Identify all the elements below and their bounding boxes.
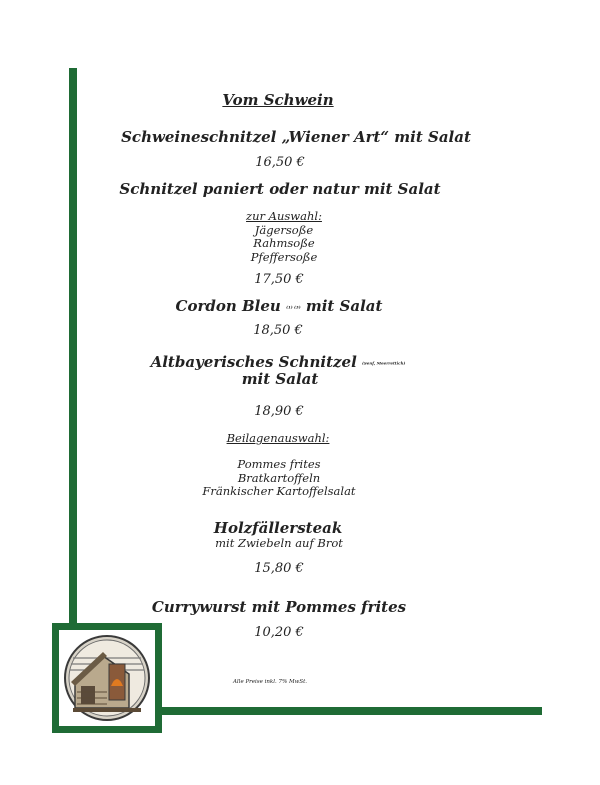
section-title: Vom Schwein (222, 91, 334, 109)
item-3-name-line (176, 297, 383, 315)
green-horizontal-bar (160, 707, 542, 715)
item-5-price: 15,80 € (254, 561, 304, 576)
item-4-price: 18,90 € (254, 404, 304, 419)
choice-item: Rahmsoße (253, 236, 315, 250)
item-5-desc: mit Zwiebeln auf Brot (215, 536, 343, 550)
item-4-name: Altbayerisches Schnitzel (150, 353, 357, 371)
choice-label: zur Auswahl: (246, 209, 322, 223)
item-1-name: Schweineschnitzel „Wiener Art“ mit Salat (121, 128, 471, 146)
item-4-note: (Senf, Meerrettich) (362, 360, 406, 366)
footer-note: Alle Preise inkl. 7% MwSt. (232, 679, 308, 685)
side-item: Pommes frites (237, 457, 321, 471)
item-3-price: 18,50 € (253, 323, 303, 338)
logo-frame (52, 623, 162, 733)
item-5-name: Holzfällersteak (213, 519, 343, 537)
item-6-name: Currywurst mit Pommes frites (151, 598, 407, 616)
item-4-sides-label: Beilagenauswahl: (226, 431, 330, 445)
bakery-oven-emblem-icon (63, 634, 151, 722)
item-4-name-line (151, 353, 406, 371)
choice-item: Jägersoße (254, 222, 314, 237)
item-2-choices (246, 210, 322, 264)
item-2-name: Schnitzel paniert oder natur mit Salat (119, 180, 441, 198)
item-1-price: 16,50 € (255, 155, 305, 170)
item-3-note: (1) (3) (286, 304, 301, 310)
item-4-sides (202, 458, 355, 499)
side-item: Fränkischer Kartoffelsalat (202, 484, 356, 498)
item-6-price: 10,20 € (254, 625, 304, 640)
green-vertical-bar (69, 68, 77, 628)
item-3-name: Cordon Bleu (175, 297, 281, 315)
side-item: Bratkartoffeln (237, 470, 321, 485)
item-2-price: 17,50 € (254, 272, 304, 287)
item-4-line2: mit Salat (241, 370, 319, 388)
item-3-suffix: mit Salat (305, 297, 383, 315)
choice-item: Pfeffersoße (250, 249, 318, 264)
